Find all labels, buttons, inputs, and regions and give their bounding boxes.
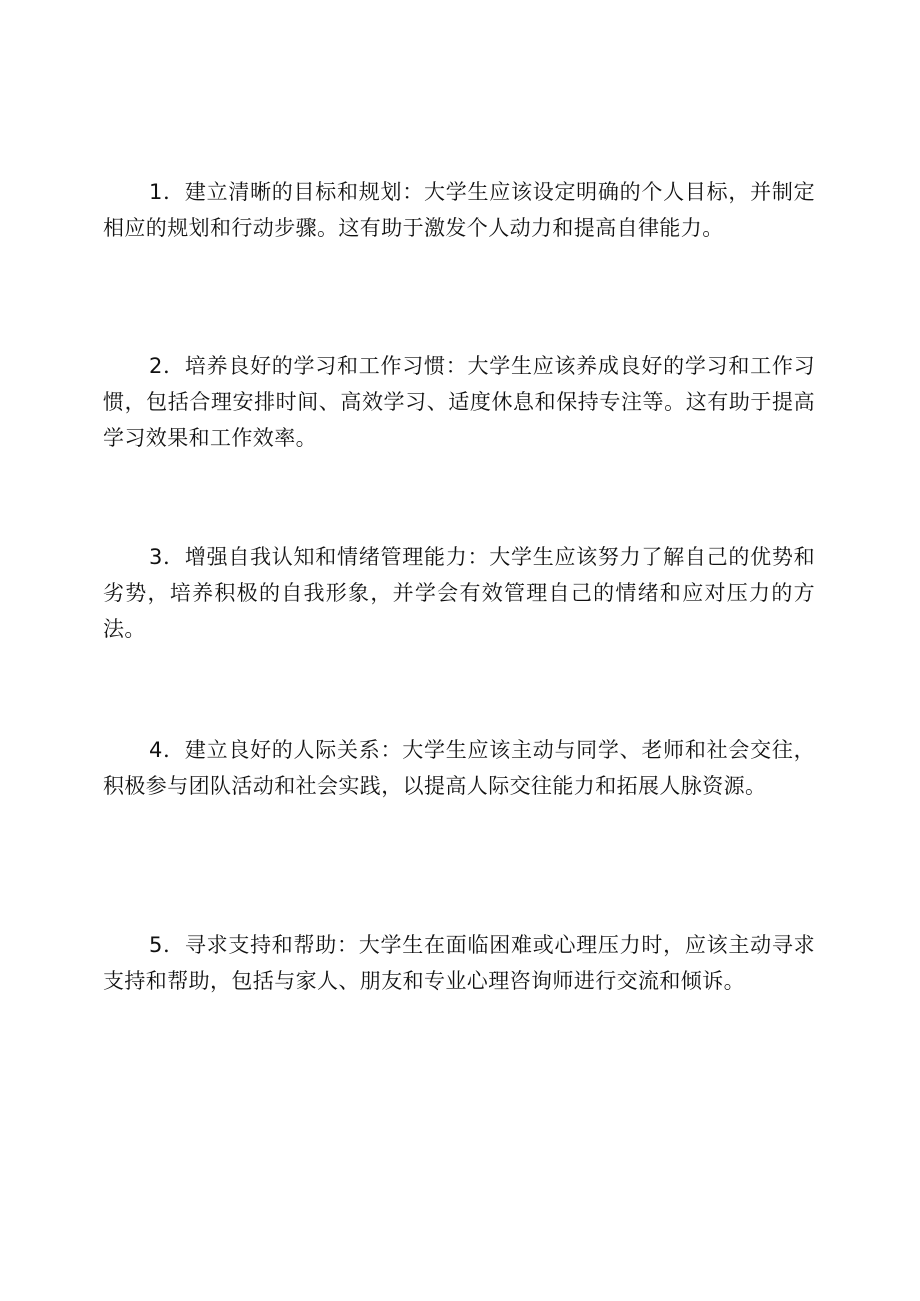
paragraph-3: 3．增强自我认知和情绪管理能力：大学生应该努力了解自己的优势和劣势，培养积极的自我形象，并学会有效管理自己的情绪和应对压力的方法。 [103,545,815,641]
paragraph-5: 5．寻求支持和帮助：大学生在面临困难或心理压力时，应该主动寻求支持和帮助，包括与家人、朋友和专业心理咨询师进行交流和倾诉。 [103,933,815,993]
paragraph-2: 2．培养良好的学习和工作习惯：大学生应该养成良好的学习和工作习惯，包括合理安排时间、高效学习、适度休息和保持专注等。这有助于提高学习效果和工作效率。 [103,354,815,450]
paragraph-1: 1．建立清晰的目标和规划：大学生应该设定明确的个人目标，并制定相应的规划和行动步骤。这有助于激发个人动力和提高自律能力。 [103,180,815,240]
paragraph-4: 4．建立良好的人际关系：大学生应该主动与同学、老师和社会交往，积极参与团队活动和社会实践，以提高人际交往能力和拓展人脉资源。 [103,738,815,798]
